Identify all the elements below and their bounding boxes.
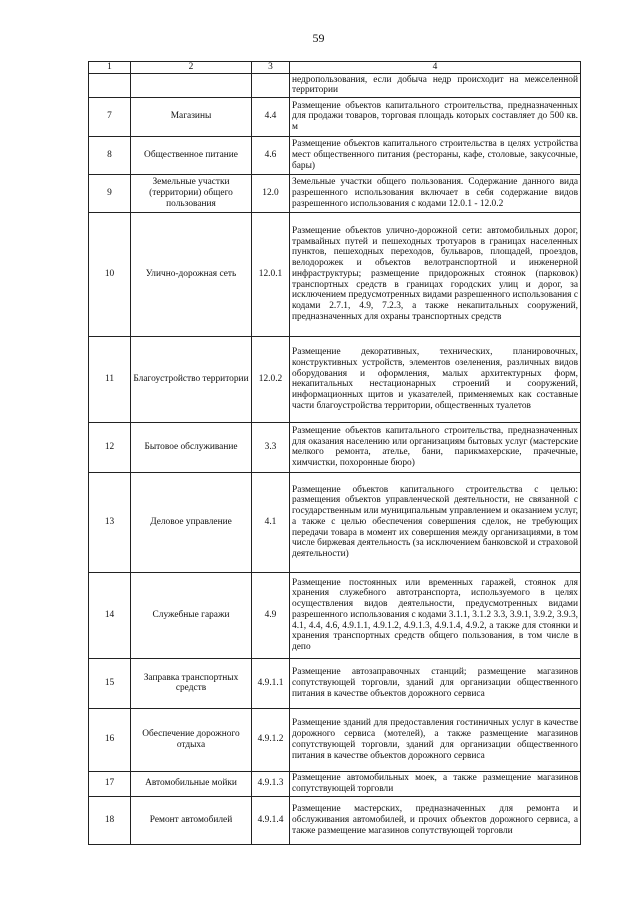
table-header-row: [89, 62, 581, 74]
use-type-description: Размещение объектов капитального строительства, предназначенных для оказания населению или организациям бытовых услуг (мастерские мелкого ремонта, ателье, бани, парикмахерские, прачечные, химчистки, похоронные бюро): [290, 422, 581, 472]
use-type-name: Бытовое обслуживание: [131, 422, 252, 472]
use-type-description: Размещение мастерских, предназначенных для ремонта и обслуживания автомобилей, и прочих объектов дорожного сервиса, а также размещение магазинов сопутствующей торговли: [290, 796, 581, 844]
use-type-code: 3.3: [252, 422, 290, 472]
table-row: [89, 572, 581, 658]
table-row: [89, 796, 581, 844]
table-row: [89, 422, 581, 472]
use-type-code: 12.0.1: [252, 212, 290, 336]
column-number-2: 2: [131, 62, 252, 74]
use-type-description: Размещение объектов капитального строительства в целях устройства мест общественного питания (рестораны, кафе, столовые, закусочные, бары): [290, 136, 581, 174]
use-type-name: Заправка транспортных средств: [131, 658, 252, 708]
use-type-description: Размещение автозаправочных станций; размещение магазинов сопутствующей торговли, зданий для организации общественного питания в качестве объектов дорожного сервиса: [290, 658, 581, 708]
use-type-code: 4.1: [252, 472, 290, 572]
table-row: [89, 771, 581, 796]
row-number: [89, 73, 131, 97]
column-number-3: 3: [252, 62, 290, 74]
use-type-name: Ремонт автомобилей: [131, 796, 252, 844]
row-number: 8: [89, 136, 131, 174]
land-use-table: [88, 61, 581, 845]
use-type-description: Размещение постоянных или временных гаражей, стоянок для хранения служебного автотранспорта, используемого в целях осуществления видов деятельности, предусмотренных видами разрешенного использования с кодами 3.1.1, 3.1.2 3.3, 3.9.1, 3.9.2, 3.9.3, 4.1, 4.4, 4.6, 4.9.1.1, 4.9.1.2, 4.9.1.3, 4.9.1.4, 4.9.2, а также для стоянки и хранения транспортных средств общего пользования, в том числе в депо: [290, 572, 581, 658]
use-type-name: Деловое управление: [131, 472, 252, 572]
use-type-code: 12.0.2: [252, 336, 290, 422]
use-type-description: Размещение зданий для предоставления гостиничных услуг в качестве дорожного сервиса (мотелей), а также размещение магазинов сопутствующей торговли, зданий для организации общественного питания в качестве объектов дорожного сервиса: [290, 708, 581, 771]
use-type-description: Размещение декоративных, технических, планировочных, конструктивных устройств, элементов озеленения, различных видов оборудования и оформления, малых архитектурных форм, некапитальных нестационарных строений и сооружений, информационных щитов и указателей, применяемых как составные части благоустройства территории, общественных туалетов: [290, 336, 581, 422]
use-type-description: Размещение автомобильных моек, а также размещение магазинов сопутствующей торговли: [290, 771, 581, 796]
use-type-name: Общественное питание: [131, 136, 252, 174]
table-row: [89, 212, 581, 336]
use-type-code: 4.9: [252, 572, 290, 658]
column-number-1: 1: [89, 62, 131, 74]
use-type-name: Земельные участки (территории) общего пользования: [131, 174, 252, 212]
table-row: [89, 97, 581, 136]
use-type-description: Земельные участки общего пользования. Содержание данного вида разрешенного использования включает в себя содержание видов разрешенного использования с кодами 12.0.1 - 12.0.2: [290, 174, 581, 212]
page-number: 59: [312, 31, 325, 45]
table-row: [89, 658, 581, 708]
row-number: 15: [89, 658, 131, 708]
row-number: 9: [89, 174, 131, 212]
row-number: 14: [89, 572, 131, 658]
use-type-name: Служебные гаражи: [131, 572, 252, 658]
table-row: [89, 708, 581, 771]
use-type-name: Магазины: [131, 97, 252, 136]
use-type-code: [252, 73, 290, 97]
use-type-code: 4.9.1.4: [252, 796, 290, 844]
row-number: 16: [89, 708, 131, 771]
use-type-description: Размещение объектов капитального строительства с целью: размещения объектов управленческой деятельности, не связанной с государственным или муниципальным управлением и оказанием услуг, а также с целью обеспечения совершения сделок, не требующих передачи товара в момент их совершения между организациями, в том числе биржевая деятельность (за исключением банковской и страховой деятельности): [290, 472, 581, 572]
use-type-name: Обеспечение дорожного отдыха: [131, 708, 252, 771]
table-row: [89, 174, 581, 212]
row-number: 10: [89, 212, 131, 336]
table-row: [89, 472, 581, 572]
use-type-code: 4.4: [252, 97, 290, 136]
column-number-4: 4: [290, 62, 581, 74]
table-row: [89, 136, 581, 174]
use-type-code: 4.9.1.1: [252, 658, 290, 708]
table-row: [89, 336, 581, 422]
table-row: [89, 73, 581, 97]
row-number: 18: [89, 796, 131, 844]
use-type-description: Размещение объектов улично-дорожной сети: автомобильных дорог, трамвайных путей и пешеходных тротуаров в границах населенных пунктов, пешеходных переходов, бульваров, площадей, проездов, велодорожек и объектов велотранспортной и инженерной инфраструктуры; размещение придорожных стоянок (парковок) транспортных средств в границах городских улиц и дорог, за исключением предусмотренных видами разрешенного использования с кодами 2.7.1, 4.9, 7.2.3, а также некапитальных сооружений, предназначенных для охраны транспортных средств: [290, 212, 581, 336]
use-type-code: 4.6: [252, 136, 290, 174]
row-number: 7: [89, 97, 131, 136]
use-type-name: Благоустройство территории: [131, 336, 252, 422]
use-type-description: Размещение объектов капитального строительства, предназначенных для продажи товаров, торговая площадь которых составляет до 500 кв. м: [290, 97, 581, 136]
row-number: 11: [89, 336, 131, 422]
row-number: 12: [89, 422, 131, 472]
row-number: 13: [89, 472, 131, 572]
row-number: 17: [89, 771, 131, 796]
use-type-description: недропользования, если добыча недр происходит на межселенной территории: [290, 73, 581, 97]
use-type-code: 12.0: [252, 174, 290, 212]
use-type-code: 4.9.1.3: [252, 771, 290, 796]
use-type-code: 4.9.1.2: [252, 708, 290, 771]
use-type-name: Автомобильные мойки: [131, 771, 252, 796]
use-type-name: [131, 73, 252, 97]
use-type-name: Улично-дорожная сеть: [131, 212, 252, 336]
